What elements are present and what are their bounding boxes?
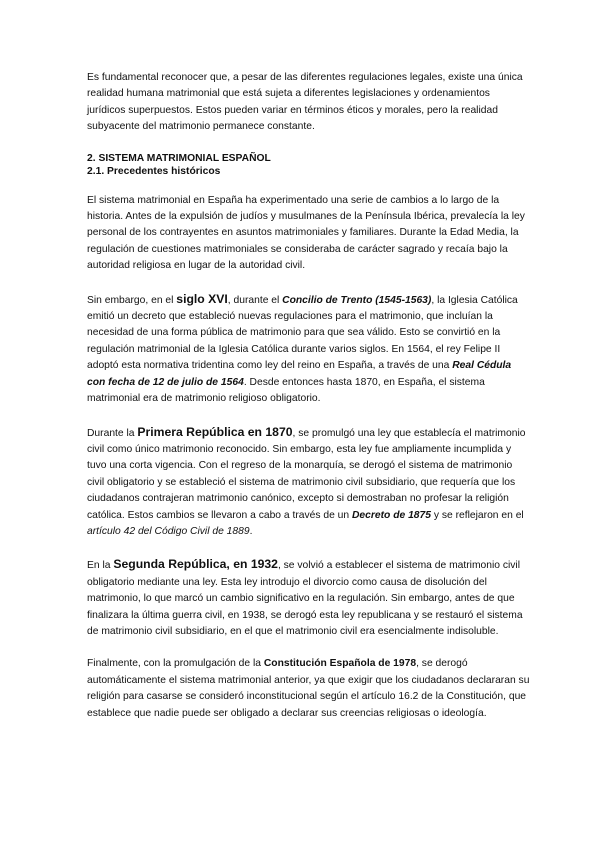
document-body (87, 70, 531, 722)
subsection-heading: 2.1. Precedentes históricos (87, 166, 221, 178)
keyword-segunda-republica: Segunda República, en 1932 (113, 557, 278, 572)
keyword-real-cedula: Real Cédula con fecha de 12 de julio de 1564 (87, 360, 512, 388)
paragraph-constitucion: Finalmente, con la promulgación de la Constitución Española de 1978, se derogó automáticamente el sistema matrimonial anterior, ya que exigir que los ciudadanos declararan su religión para casarse se consideró inconstitucional según el artículo 16.2 de la Constitución, que establece que nadie puede ser obligado a declarar sus creencias religiosas o ideología. (87, 658, 530, 719)
keyword-articulo-42: artículo 42 del Código Civil de 1889 (87, 525, 250, 537)
keyword-siglo-xvi: siglo XVI (176, 291, 228, 306)
section-heading: 2. SISTEMA MATRIMONIAL ESPAÑOL (87, 152, 271, 164)
keyword-primera-republica: Primera República en 1870 (137, 424, 293, 439)
paragraph-primera-republica: Durante la Primera República en 1870, se promulgó una ley que establecía el matrimonio civil como único matrimonio reconocido. Sin embargo, esta ley fue ampliamente incumplida y tuvo una corta vigencia. Con el regreso de la monarquía, se derogó el sistema de matrimonio civil obligatorio y se estableció el sistema de matrimonio civil subsidiario, que requería que los ciudadanos contrajeran matrimonio canónico, excepto si demostraban no profesar la religión católica. Estos cambios se llevaron a cabo a través de un Decreto de 1875 y se reflejaron en el artículo 42 del Código Civil de 1889. (87, 424, 526, 537)
keyword-concilio-trento: Concilio de Trento (1545-1563) (282, 294, 432, 306)
paragraph-segunda-republica: En la Segunda República, en 1932, se volvió a establecer el sistema de matrimonio civil obligatorio mediante una ley. Esta ley introdujo el divorcio como causa de disolución del matrimonio, lo que marcó un cambio significativo en la regulación. Sin embargo, antes de que finalizara la última guerra civil, en 1938, se derogó esta ley republicana y se restauró el sistema de matrimonio civil subsidiario, en el que el matrimonio civil era esencialmente indisoluble. (87, 557, 523, 637)
paragraph-trento: Sin embargo, en el siglo XVI, durante el Concilio de Trento (1545-1563), la Iglesia Católica emitió un decreto que estableció nuevas regulaciones para el matrimonio, que incluían la necesidad de una forma pública de matrimonio para que sea válido. Esto se convirtió en la regulación matrimonial de la Iglesia Católica durante varios siglos. En 1564, el rey Felipe II adoptó esta normativa tridentina como ley del reino en España, a través de una Real Cédula con fecha de 12 de julio de 1564. Desde entonces hasta 1870, en España, el sistema matrimonial era de matrimonio religioso obligatorio. (87, 291, 518, 405)
keyword-constitucion-1978: Constitución Española de 1978 (263, 658, 417, 670)
intro-paragraph: Es fundamental reconocer que, a pesar de las diferentes regulaciones legales, existe una única realidad humana matrimonial que está sujeta a diferentes legislaciones y ordenamientos jurídicos superpuestos. Estos pueden variar en términos éticos y morales, pero la realidad subyacente del matrimonio permanece constante. (87, 72, 523, 133)
keyword-decreto-1875: Decreto de 1875 (352, 509, 431, 521)
paragraph-history: El sistema matrimonial en España ha experimentado una serie de cambios a lo largo de la historia. Antes de la expulsión de judíos y musulmanes de la Península Ibérica, prevalecía la ley personal de los contrayentes en asuntos matrimoniales y familiares. Durante la Edad Media, la regulación de cuestiones matrimoniales se consideraba de carácter sagrado y recaía bajo la autoridad religiosa en lugar de la autoridad civil. (87, 194, 525, 272)
